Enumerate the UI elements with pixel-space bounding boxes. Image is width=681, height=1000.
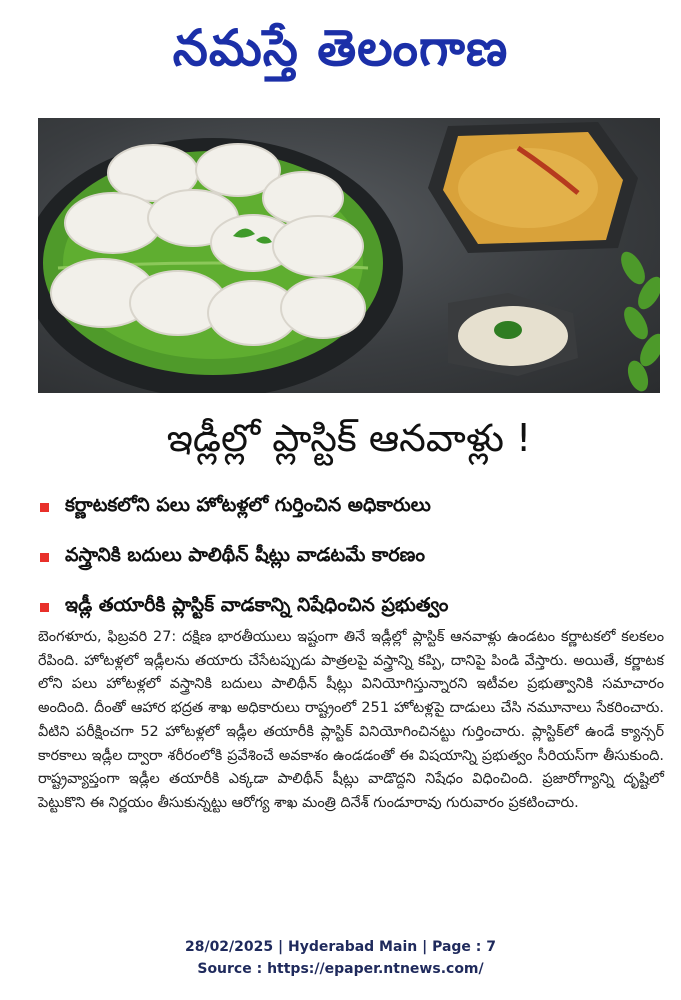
highlight-item bbox=[38, 582, 660, 632]
page-footer bbox=[0, 936, 681, 980]
highlight-text: ఇడ్లీ తయారీకి ప్లాస్టిక్ వాడకాన్ని నిషేధించిన ప్రభుత్వం bbox=[65, 593, 449, 616]
highlight-item bbox=[38, 532, 660, 582]
masthead bbox=[0, 0, 681, 108]
newspaper-title: నమస్తే తెలంగాణ bbox=[172, 18, 509, 77]
headline-text: ఇడ్లీల్లో ప్లాస్టిక్ ఆనవాళ్లు ! bbox=[166, 416, 532, 460]
red-square-bullet-icon bbox=[40, 503, 49, 512]
highlight-item bbox=[38, 482, 660, 532]
edition-info: 28/02/2025 | Hyderabad Main | Page : 7 bbox=[184, 939, 497, 955]
source-link[interactable]: Source : https://epaper.ntnews.com/ bbox=[197, 961, 484, 977]
idli-plate-illustration bbox=[38, 118, 660, 393]
highlight-text: కర్ణాటకలోని పలు హోటళ్లలో గుర్తించిన అధికారులు bbox=[65, 493, 431, 516]
idli-photo bbox=[38, 118, 660, 393]
article-body: బెంగళూరు, ఫిబ్రవరి 27: దక్షిణ భారతీయులు ఇష్టంగా తినే ఇడ్లీల్లో ప్లాస్టిక్ ఆనవాళ్లు ఉండటం కర్ణాటకలో కలకలం రేపింది. హోటళ్లలో ఇడ్లీలను తయారు చేసేటప్పుడు పాత్రలపై వస్త్రాన్ని కప్పి, దానిపై పిండి వేస్తారు. అయితే, కర్ణాటకలోని పలు హోటళ్లలో వస్త్రానికి బదులు పాలిథీన్ షీట్లు వినియోగిస్తున్నారని ఇటీవల ప్రభుత్వానికి సమాచారం అందింది. దీంతో ఆహార భద్రత శాఖ అధికారులు రాష్ట్రంలో 251 హోటళ్లపై దాడులు చేసి నమూనాలు సేకరించారు. వీటిని పరీక్షించగా 52 హోటళ్లలో ఇడ్లీల తయారీకి ప్లాస్టిక్ వినియోగించినట్టు గుర్తించారు. ప్లాస్టిక్‌లో ఉండే క్యాన్సర్ కారకాలు ఇడ్లీల ద్వారా శరీరంలోకి ప్రవేశించే అవకాశం ఉండడంతో ఈ విషయాన్ని ప్రభుత్వం సీరియస్‌గా తీసుకుంది. రాష్ట్రవ్యాప్తంగా ఇడ్లీల తయారీకి ఎక్కడా పాలిథీన్ షీట్లు వాడొద్దని నిషేధం విధించింది. ప్రజారోగ్యాన్ని దృష్టిలో పెట్టుకొని ఈ నిర్ణయం తీసుకున్నట్టు ఆరోగ్య శాఖ మంత్రి దినేశ్ గుండూరావు గురువారం ప్రకటించారు. bbox=[38, 629, 664, 811]
article-headline bbox=[38, 412, 660, 474]
red-square-bullet-icon bbox=[40, 553, 49, 562]
highlight-text: వస్త్రానికి బదులు పాలిథీన్ షీట్లు వాడటమే కారణం bbox=[65, 543, 425, 566]
red-square-bullet-icon bbox=[40, 603, 49, 612]
highlights-list bbox=[38, 482, 660, 632]
